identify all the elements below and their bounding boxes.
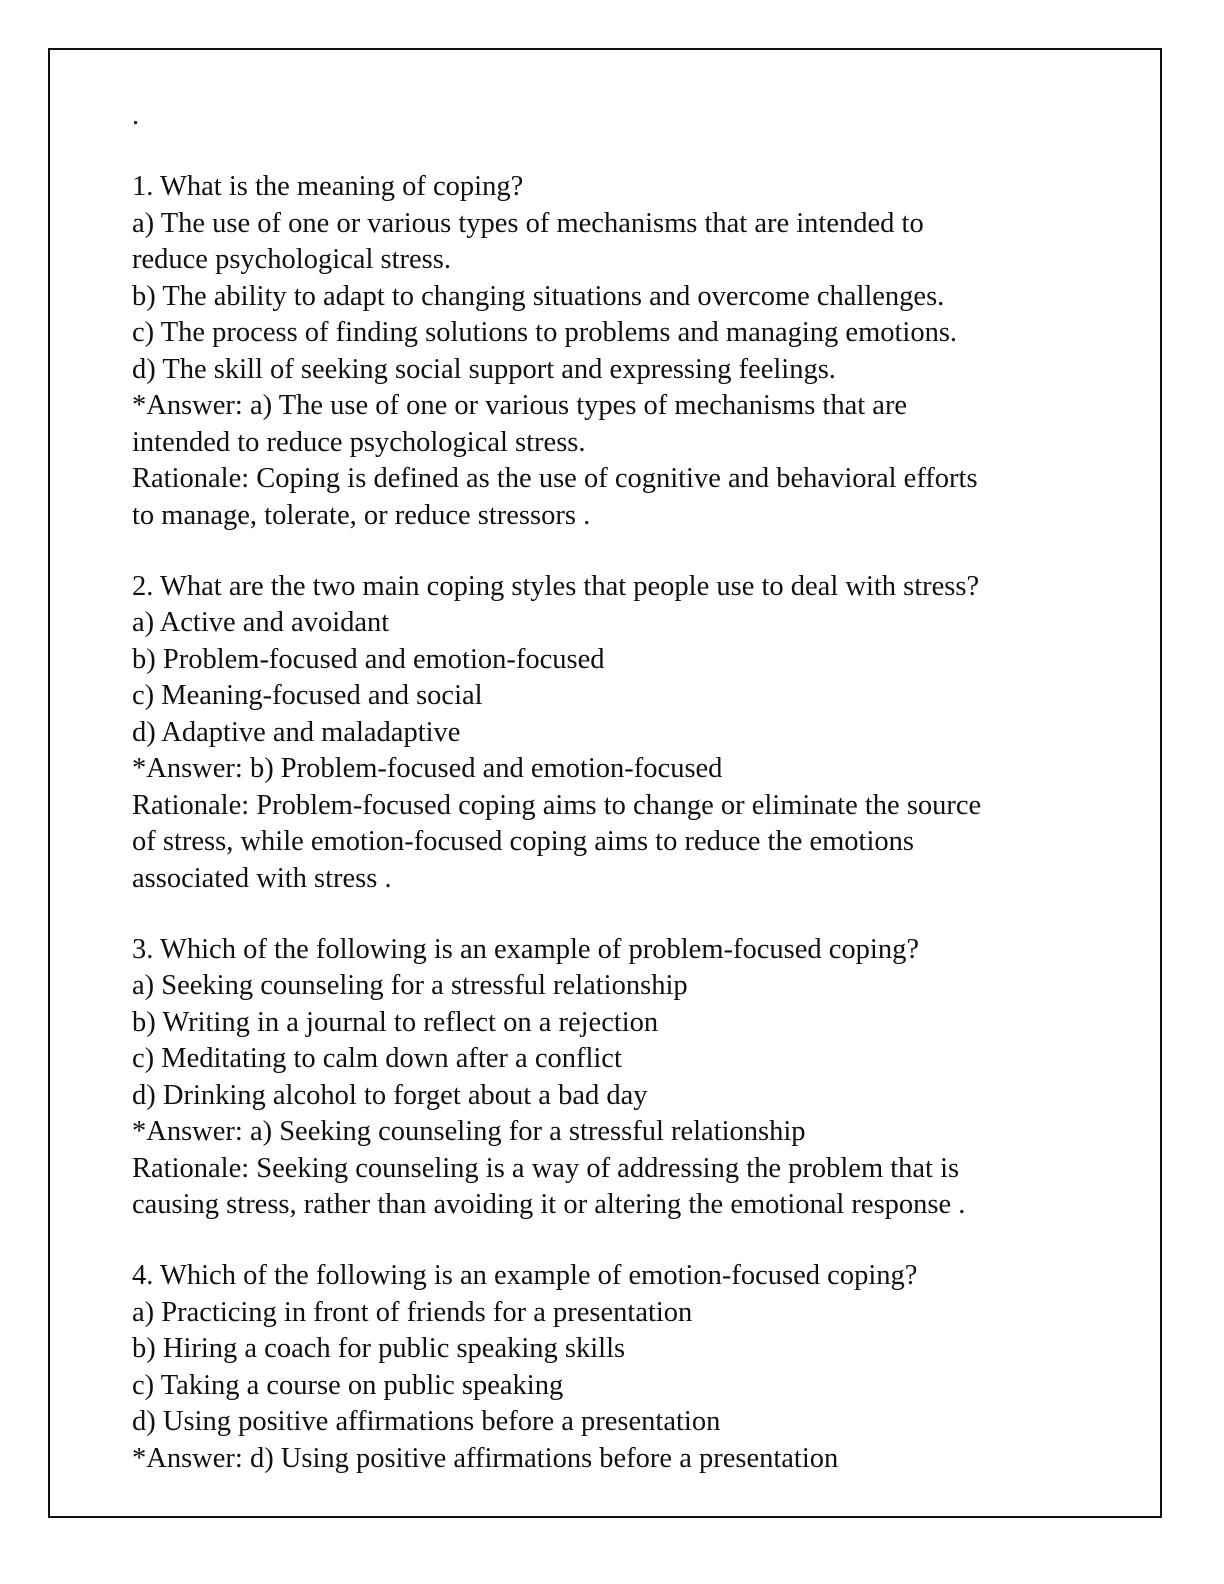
question-block-3 bbox=[132, 932, 1092, 1224]
rationale-text-continued: to manage, tolerate, or reduce stressors . bbox=[132, 499, 591, 531]
option-a: a) Active and avoidant bbox=[132, 607, 390, 638]
answer-text: *Answer: a) Seeking counseling for a stressful relationship bbox=[132, 1116, 806, 1147]
question-text: 2. What are the two main coping styles that people use to deal with stress? bbox=[132, 570, 980, 602]
document-body bbox=[132, 98, 1092, 1477]
option-c: c) Taking a course on public speaking bbox=[132, 1369, 564, 1401]
option-c: c) Meditating to calm down after a conflict bbox=[132, 1043, 622, 1074]
question-block-2 bbox=[132, 569, 1092, 898]
leading-dot: . bbox=[132, 100, 140, 131]
spacer bbox=[132, 534, 1092, 569]
option-a: a) The use of one or various types of mechanisms that are intended to bbox=[132, 207, 924, 239]
option-a-continued: reduce psychological stress. bbox=[132, 244, 451, 275]
option-a: a) Practicing in front of friends for a presentation bbox=[132, 1296, 693, 1328]
option-d: d) The skill of seeking social support and expressing feelings. bbox=[132, 353, 836, 385]
option-d: d) Using positive affirmations before a presentation bbox=[132, 1406, 721, 1437]
option-d: d) Adaptive and maladaptive bbox=[132, 716, 461, 748]
option-b: b) Problem-focused and emotion-focused bbox=[132, 643, 605, 675]
rationale-text: Rationale: Coping is defined as the use of cognitive and behavioral efforts bbox=[132, 463, 978, 494]
rationale-text-continued: associated with stress . bbox=[132, 862, 392, 894]
option-c: c) The process of finding solutions to problems and managing emotions. bbox=[132, 317, 958, 348]
question-text: 1. What is the meaning of coping? bbox=[132, 171, 524, 202]
answer-text: *Answer: a) The use of one or various types of mechanisms that are bbox=[132, 390, 908, 421]
rationale-text-continued: causing stress, rather than avoiding it or altering the emotional response . bbox=[132, 1189, 966, 1220]
question-block-4 bbox=[132, 1258, 1092, 1477]
spacer bbox=[132, 897, 1092, 932]
option-a: a) Seeking counseling for a stressful relationship bbox=[132, 970, 688, 1001]
answer-text: *Answer: d) Using positive affirmations before a presentation bbox=[132, 1442, 839, 1474]
option-c: c) Meaning-focused and social bbox=[132, 680, 483, 711]
question-text: 4. Which of the following is an example of emotion-focused coping? bbox=[132, 1260, 918, 1291]
option-b: b) The ability to adapt to changing situations and overcome challenges. bbox=[132, 280, 945, 312]
question-text: 3. Which of the following is an example of problem-focused coping? bbox=[132, 933, 919, 965]
answer-text-continued: intended to reduce psychological stress. bbox=[132, 426, 586, 458]
answer-text: *Answer: b) Problem-focused and emotion-focused bbox=[132, 753, 723, 784]
spacer bbox=[132, 135, 1092, 170]
option-d: d) Drinking alcohol to forget about a bad day bbox=[132, 1079, 648, 1111]
rationale-text: Rationale: Problem-focused coping aims to change or eliminate the source bbox=[132, 789, 982, 821]
spacer bbox=[132, 1224, 1092, 1259]
rationale-text-continued: of stress, while emotion-focused coping aims to reduce the emotions bbox=[132, 826, 914, 857]
option-b: b) Hiring a coach for public speaking skills bbox=[132, 1333, 626, 1364]
question-block-1 bbox=[132, 169, 1092, 534]
rationale-text: Rationale: Seeking counseling is a way of addressing the problem that is bbox=[132, 1152, 960, 1184]
option-b: b) Writing in a journal to reflect on a rejection bbox=[132, 1006, 659, 1038]
